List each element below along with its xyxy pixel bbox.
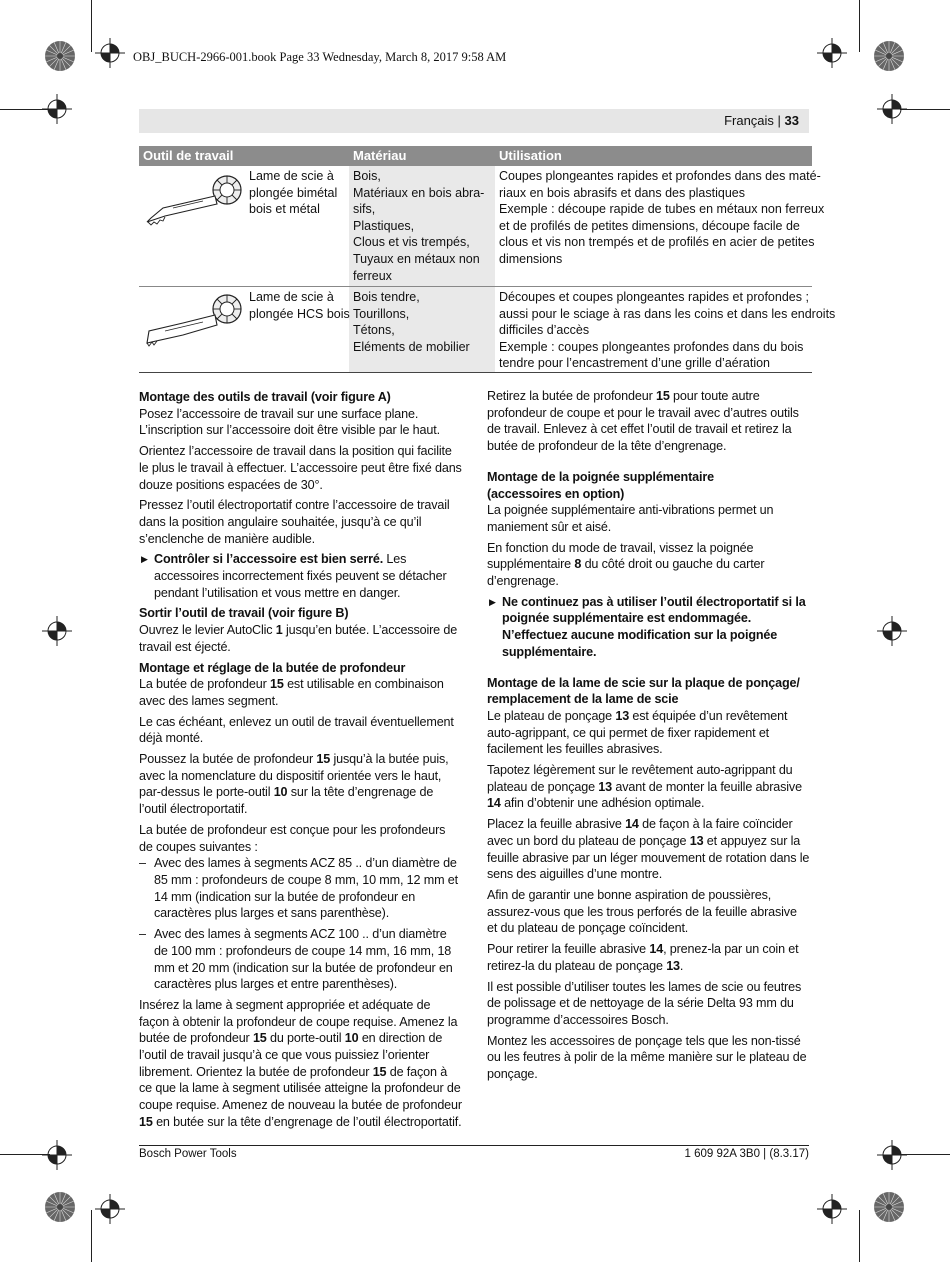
text: Insérez la lame à segment appropriée et adéquate de façon à obtenir la profondeur de coupe requise. Amenez la butée de profondeur (139, 997, 458, 1046)
row-divider (139, 286, 812, 287)
part-number: 13 (666, 958, 680, 973)
material-line: Tourillons, (353, 306, 410, 321)
part-number: 15 (316, 752, 331, 767)
text: , prenez-la par un coin et retirez-la du plateau de ponçage (487, 942, 799, 973)
section-heading: remplacement de la lame de scie (487, 692, 679, 707)
paragraph: Orientez l’accessoire de travail dans la position qui facilite le plus le travail à effectuer. L’accessoire peut être fixé dans douze positions espacées de 30°. (139, 444, 462, 492)
usage-line: aussi pour le sciage à ras dans les coins et dans les endroits (499, 306, 836, 321)
text: Ouvrez le levier AutoClic (139, 623, 276, 638)
usage-line: Découpes et coupes plongeantes rapides et profondes ; (499, 290, 809, 304)
paragraph: La poignée supplémentaire anti-vibrations permet un maniement sûr et aisé. (487, 503, 774, 534)
text: du côté droit ou gauche du carter d’engrenage. (487, 557, 765, 589)
bullet-text: Les accessoires incorrectement fixés peuvent se détacher pendant l’utilisation et vous mettre en danger. (154, 552, 447, 600)
dash-list-item (139, 855, 462, 922)
usage-line: et de profilés de petites dimensions, découpe facile de (499, 218, 800, 233)
text: de façon à la faire coïncider avec un bord du plateau de ponçage (487, 817, 793, 848)
paragraph: Posez l’accessoire de travail sur une surface plane. L’inscription sur l’accessoire doit être visible par le haut. (139, 406, 440, 438)
bullet-bold-text: Contrôler si l’accessoire est bien serré. (154, 552, 384, 567)
tool-line: plongée HCS bois (249, 306, 350, 321)
text: En fonction du mode de travail, vissez la poignée supplémentaire (487, 540, 754, 572)
list-text: Avec des lames à segments ACZ 100 .. d’un diamètre de 100 mm : profondeurs de coupe 14 mm, 16 mm, 18 mm et 20 mm (indication sur la butée de profondeur en caractères plus larges et entre parenthèses). (154, 927, 453, 992)
text: Retirez la butée de profondeur (487, 389, 656, 403)
triangle-bullet-icon: ▶ (141, 554, 148, 565)
paragraph (487, 388, 810, 455)
text: jusqu’à la butée puis, avec la nomenclature du dispositif orientée vers le haut, par-dessus le porte-outil (139, 752, 449, 800)
material-line: Matériaux en bois abra- (353, 185, 485, 200)
text: est équipée d’un revêtement auto-agrippant, ce qui permet de fixer rapidement et facilement les feuilles abrasives. (487, 708, 788, 757)
text: Pour retirer la feuille abrasive (487, 942, 650, 957)
text: pour toute autre profondeur de coupe et pour le travail avec d’autres outils de travail. Enlevez à cet effet l’outil de travail et retirez la butée de profondeur de la tête d’engrenage. (487, 389, 799, 454)
usage-cell (499, 289, 835, 372)
registration-target-icon (42, 1140, 72, 1170)
material-line: Eléments de mobilier (353, 339, 470, 354)
language-label: Français | (724, 113, 781, 128)
material-line: Plastiques, (353, 218, 415, 233)
usage-line: difficiles d’accès (499, 323, 590, 338)
page-header-band (139, 109, 809, 133)
text: sur la tête d’engrenage de l’outil électroportatif. (139, 785, 434, 817)
text: Placez la feuille abrasive (487, 817, 626, 832)
page-language-number (724, 113, 799, 128)
material-line: ferreux (353, 268, 392, 283)
text: est utilisable en combinaison avec des lames segment. (139, 677, 444, 708)
material-line: Tétons, (353, 323, 395, 338)
material-line: Bois tendre, (353, 290, 420, 304)
table-bottom-rule (139, 372, 812, 373)
dash-list-item (139, 926, 462, 993)
material-cell (353, 168, 484, 284)
color-wheel-icon (44, 40, 76, 72)
list-text: Avec des lames à segments ACZ 85 .. d’un diamètre de 85 mm : profondeurs de coupe 8 mm, 10 mm, 12 mm et 14 mm (indication sur la butée de profondeur en caractères plus larges et sans parenthèse). (154, 856, 458, 921)
paragraph (139, 676, 462, 709)
paragraph (487, 762, 810, 812)
table-header-usage: Utilisation (495, 146, 812, 166)
text: Le plateau de ponçage (487, 708, 616, 723)
table-header-tool: Outil de travail (139, 146, 349, 166)
paragraph (139, 997, 462, 1131)
paragraph (487, 708, 810, 758)
tool-line: bois et métal (249, 202, 320, 217)
dash-marker: – (139, 856, 146, 871)
paragraph: Il est possible d’utiliser toutes les lames de scie ou feutres de polissage et de nettoyage de la série Delta 93 mm du programme d’accessoires Bosch. (487, 979, 802, 1027)
section-heading: Montage de la poignée supplémentaire (487, 469, 714, 484)
registration-target-icon (95, 1194, 125, 1224)
text: afin d’obtenir une adhésion optimale. (500, 796, 705, 811)
tool-line: Lame de scie à (249, 290, 334, 304)
left-column (139, 389, 462, 1135)
registration-target-icon (877, 616, 907, 646)
paragraph: Pressez l’outil électroportatif contre l’accessoire de travail dans la position angulaire souhaitée, jusqu’à ce qu’il s’enclenche de manière audible. (139, 498, 450, 546)
color-wheel-icon (44, 1191, 76, 1223)
registration-target-icon (817, 38, 847, 68)
color-wheel-icon (873, 1191, 905, 1223)
text: en butée sur la tête d’engrenage de l’outil électroportatif. (152, 1114, 462, 1129)
part-number: 15 (252, 1031, 267, 1046)
part-number: 8 (574, 557, 582, 572)
spacer (487, 459, 810, 469)
material-line: sifs, (353, 202, 376, 217)
paragraph: Montez les accessoires de ponçage tels que les non-tissé ou les feutres à polir de la même manière sur le plateau de ponçage. (487, 1033, 807, 1082)
usage-line: Exemple : découpe rapide de tubes en métaux non ferreux (499, 202, 825, 217)
part-number: 1 (275, 623, 283, 638)
registration-target-icon (42, 616, 72, 646)
warning-bullet (139, 551, 462, 601)
part-number: 14 (649, 942, 664, 957)
usage-line: tendre pour l’encastrement d’une grille d’aération (499, 356, 770, 371)
footer-brand: Bosch Power Tools (139, 1148, 237, 1160)
part-number: 13 (615, 708, 630, 723)
text: Tapotez légèrement sur le revêtement auto-agrippant du plateau de ponçage (487, 763, 793, 794)
page-number: 33 (784, 113, 799, 128)
part-number: 14 (487, 796, 501, 811)
triangle-bullet-icon: ▶ (489, 596, 496, 607)
text: du porte-outil (266, 1031, 345, 1046)
usage-line: riaux en bois abrasifs et dans des plastiques (499, 185, 745, 200)
warning-bullet (487, 594, 810, 661)
part-number: 15 (655, 389, 670, 403)
paragraph (487, 540, 810, 590)
paragraph (487, 941, 810, 974)
right-column (487, 388, 810, 1087)
registration-target-icon (95, 38, 125, 68)
paragraph (487, 816, 810, 883)
section-heading: Montage des outils de travail (voir figure A) (139, 390, 391, 404)
bullet-bold-text: Ne continuez pas à utiliser l’outil électroportatif si la poignée supplémentaire est endommagée. N’effectuez aucune modification sur la poignée supplémentaire. (502, 594, 806, 659)
dash-marker: – (139, 927, 146, 942)
text: avant de monter la feuille abrasive (612, 779, 802, 794)
registration-target-icon (877, 1140, 907, 1170)
part-number: 13 (598, 779, 613, 794)
section-heading: Sortir l’outil de travail (voir figure B) (139, 606, 349, 621)
part-number: 14 (625, 817, 639, 832)
paragraph (139, 751, 462, 818)
text: La butée de profondeur (139, 677, 270, 692)
registration-target-icon (877, 94, 907, 124)
tool-line: plongée bimétal (249, 185, 338, 200)
registration-target-icon (42, 94, 72, 124)
bimetal-plunge-blade-image (143, 172, 245, 228)
part-number: 15 (139, 1114, 153, 1129)
part-number: 15 (270, 677, 284, 692)
part-number: 10 (344, 1031, 359, 1046)
material-cell (353, 289, 470, 355)
hcs-plunge-blade-image (143, 291, 245, 349)
material-line: Clous et vis trempés, (353, 235, 470, 250)
pdf-print-header: OBJ_BUCH-2966-001.book Page 33 Wednesday, March 8, 2017 9:58 AM (133, 50, 507, 64)
text: jusqu’en butée. L’accessoire de travail est éjecté. (139, 623, 458, 654)
text: . (679, 958, 684, 973)
registration-target-icon (817, 1194, 847, 1224)
footer-doc-number: 1 609 92A 3B0 | (8.3.17) (684, 1148, 809, 1160)
paragraph: La butée de profondeur est conçue pour les profondeurs de coupes suivantes : (139, 822, 446, 854)
section-heading: Montage de la lame de scie sur la plaque de ponçage/ (487, 675, 800, 690)
tool-name (249, 289, 350, 322)
section-heading: Montage et réglage de la butée de profondeur (139, 660, 406, 675)
tool-line: Lame de scie à (249, 169, 334, 183)
material-line: Bois, (353, 169, 381, 183)
usage-cell (499, 168, 824, 268)
usage-line: clous et vis non trempés et de profilés en acier de petites (499, 235, 815, 250)
part-number: 15 (372, 1064, 387, 1079)
text: en direction de l’outil de travail jusqu’à ce que vous puissiez l’orienter librement. Orientez la butée de profondeur (139, 1031, 443, 1079)
part-number: 13 (689, 833, 704, 848)
section-heading: (accessoires en option) (487, 486, 625, 501)
usage-line: Coupes plongeantes rapides et profondes dans des maté- (499, 169, 821, 183)
tool-name (249, 168, 337, 218)
part-number: 10 (273, 785, 288, 800)
paragraph: Afin de garantir une bonne aspiration de poussières, assurez-vous que les trous perforés de la feuille abrasive et du plateau de ponçage coïncident. (487, 887, 797, 936)
footer-rule (139, 1145, 809, 1146)
text: et appuyez sur la feuille abrasive par un léger mouvement de rotation dans le sens des aiguilles d’une montre. (487, 833, 810, 882)
text: de façon à ce que la lame à segment utilisée atteigne la profondeur de coupe requise. Amenez de nouveau la butée de profondeur (139, 1064, 462, 1113)
color-wheel-icon (873, 40, 905, 72)
table-header-material: Matériau (349, 146, 495, 166)
material-line: Tuyaux en métaux non (353, 251, 480, 266)
text: Poussez la butée de profondeur (139, 752, 317, 767)
paragraph: Le cas échéant, enlevez un outil de travail éventuellement déjà monté. (139, 714, 454, 746)
paragraph (139, 622, 462, 655)
spacer (487, 665, 810, 675)
usage-line: Exemple : coupes plongeantes profondes dans du bois (499, 339, 804, 354)
usage-line: dimensions (499, 251, 563, 266)
